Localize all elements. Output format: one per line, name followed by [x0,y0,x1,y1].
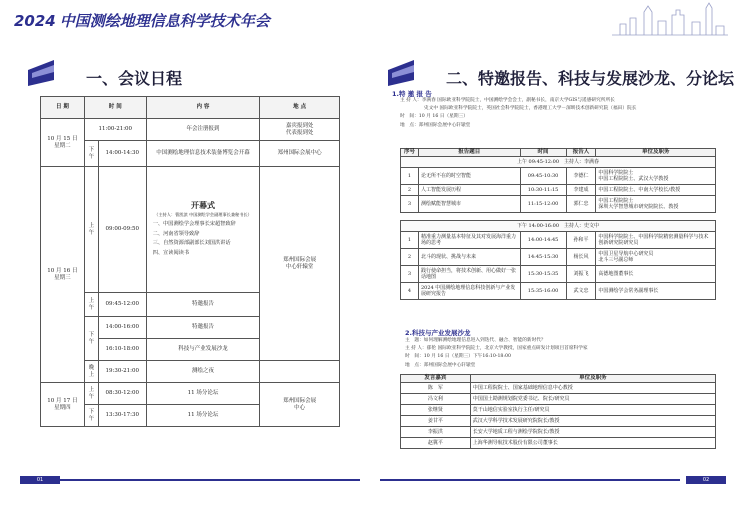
day2-cell [41,167,85,383]
header-bar [0,0,740,38]
slot3-time: 09:00-09:50 [98,167,146,293]
section-decoration-icon [28,60,54,86]
right-footer-line [380,479,680,481]
report-unit: 中国科学院院士 中国工程院院士、武汉大学教授 [596,167,716,184]
report-title: 践行使命担当，将技术创新、用心做好一张话地图 [418,265,520,282]
report-time: 10:30-11:15 [520,184,566,195]
conference-logo [14,10,270,31]
guest-unit: 上海华测导航技术股份有限公司董事长 [470,437,715,448]
report-speaker: 刘振飞 [566,265,596,282]
time-value: 10 月 16 日（星期三） [418,114,468,120]
schedule-table [40,96,340,427]
slot7-venue [260,361,340,383]
guest-name: 陈 军 [401,382,471,393]
report-title: 精准重力测量基本特征及其对发展海洋重力场的思考 [418,231,520,248]
day1-weekday: 星期二 [54,142,71,149]
opening-host: （主持人：曹凯滨 中国测绘学会副理事长兼秘书长） [154,211,252,217]
report-unit: 中国工程院院士、中南大学校长/教授 [596,184,716,195]
col-no: 序号 [401,149,419,157]
table-row [401,184,716,195]
day2-weekday: 星期三 [54,274,71,281]
salon-meta [405,337,588,370]
report-speaker: 李德仁 [566,167,596,184]
invited-reports-table [400,148,716,300]
slot4-content: 特邀报告 [146,293,260,317]
host-2: 史文中 国际欧亚科学院院士，英国社会科学院院士，香港理工大学－深圳技术创新研究院（福田）院长 [424,106,637,112]
guest-name: 姜甘平 [401,415,471,426]
table-row [401,393,716,404]
salon-host-value: 郁伦 国际欧亚科学院院士，北京大学教授，国家重点研发计划项目首席科学家 [426,346,588,352]
slot5-period: 下午 [84,317,98,361]
guest-unit: 武汉大学科学技术发展研究院院长/教授 [470,415,715,426]
salon-host-label: 主 持 人： [405,346,427,352]
day3-cell [41,383,85,427]
col-content: 内 容 [146,97,260,119]
report-title: 北斗的现状、挑战与未来 [418,248,520,265]
slot5-content: 特邀报告 [146,317,260,339]
invited-reports-meta [400,97,636,130]
slot4-period: 上午 [84,293,98,317]
day3-venue: 郑州国际会展 中心 [260,383,340,427]
header-year: 2024 [14,12,56,30]
slot2-venue: 郑州国际会展中心 [260,141,340,167]
day3-date: 10 月 17 日 [47,397,78,404]
report-speaker: 杨长风 [566,248,596,265]
opening-title: 开幕式 [190,199,215,210]
report-unit: 中国工程院院士 深圳大学智慧城市研究院院长、教授 [596,195,716,212]
slot6-content: 科技与产业发展沙龙 [146,339,260,361]
slot8-period: 上午 [84,383,98,405]
slot8-content: 11 场分论坛 [146,383,260,405]
table-row [401,248,716,265]
slot2-period: 下午 [84,141,98,167]
report-time: 14:00-14:45 [520,231,566,248]
table-row [401,437,716,448]
report-title: 论无所不在的时空智能 [418,167,520,184]
guest-unit: 中国工程院院士、国家基础地理信息中心教授 [470,382,715,393]
guest-name: 赵冀平 [401,437,471,448]
report-unit: 高德地图董事长 [596,265,716,282]
report-speaker: 孙和平 [566,231,596,248]
opening-item: 二、河南省领导致辞 [152,230,200,237]
time-row [400,113,636,121]
report-no: 1 [401,167,419,184]
guest-name: 李振洪 [401,426,471,437]
host-row [400,97,636,105]
slot8-time: 08:30-12:00 [98,383,146,405]
report-time: 09:45-10:30 [520,167,566,184]
day1-cell [41,119,85,167]
report-no: 4 [401,282,419,299]
guest-name: 张继贤 [401,404,471,415]
report-unit: 中国卫星导航中心研究员 北斗三号副总师 [596,248,716,265]
slot2-content: 中国测绘地理信息技术装备博览会开幕 [146,141,260,167]
report-time: 11:15-12:00 [520,195,566,212]
guest-unit: 莫干山地信实验室执行主任/研究员 [470,404,715,415]
report-no: 2 [401,184,419,195]
slot9-period: 下午 [84,405,98,427]
opening-ceremony [146,167,260,293]
time-label: 时 间： [400,114,419,120]
opening-item: 一、中国测绘学会理事长宋超智致辞 [152,221,236,228]
place-row [400,122,636,130]
slot7-content: 测绘之夜 [146,361,260,383]
col-guest: 发言嘉宾 [401,375,471,383]
opening-item: 三、自然资源部副部长刘国洪讲话 [152,240,231,247]
guest-name: 冯文利 [401,393,471,404]
day2-date: 10 月 16 日 [47,267,78,274]
salon-host-row [405,345,588,353]
report-time: 15:35-16:00 [520,282,566,299]
table-row [401,265,716,282]
city-skyline-icon [610,2,730,36]
report-title: 2024 中国测绘地理信息科技创新与产业发展研究报告 [418,282,520,299]
place-value: 郑州国际会展中心轩辕堂 [418,122,471,128]
report-title: 测绘赋能智慧城市 [418,195,520,212]
table-row [401,426,716,437]
col-guest-unit: 单位及职务 [470,375,715,383]
salon-heading: 2.科技与产业发展沙龙 [405,329,471,337]
guest-unit: 长安大学地质工程与测绘学院院长/教授 [470,426,715,437]
morning-session: 上午 09:45-12:00 主持人：李满春 [401,156,716,167]
table-row [401,195,716,212]
header-title: 中国测绘地理信息科学技术年会 [59,12,270,30]
report-no: 3 [401,195,419,212]
slot1-time: 11:00-21:00 [84,119,146,141]
table-row [401,382,716,393]
topic-value: 如何理解测绘地理信息进入到迭代、融合、智能的新时代？ [423,338,546,343]
salon-table [400,374,716,449]
table-row [401,231,716,248]
day1-date: 10 月 15 日 [47,135,78,142]
col-title: 报告题目 [418,149,520,157]
afternoon-session: 下午 14:00-16:00 主持人：史文中 [401,220,716,231]
salon-time-value: 10 月 16 日（星期三）下午16:10-18:00 [423,354,511,360]
place-label: 地 点： [400,122,419,128]
salon-time-label: 时 间： [405,354,424,360]
col-speaker: 报告人 [566,149,596,157]
table-row [401,415,716,426]
slot3-period: 上午 [84,167,98,293]
left-page-number: 01 [20,476,60,484]
slot1-content: 年会注册报到 [146,119,260,141]
report-unit: 中国测绘学会常务副理事长 [596,282,716,299]
report-time: 15:30-15:35 [520,265,566,282]
topic-label: 主 题： [405,338,424,343]
report-no: 3 [401,265,419,282]
slot1-venue: 嘉宾报到处 代表报到处 [260,119,340,141]
right-page-number: 02 [686,476,726,484]
left-footer-line [60,479,360,481]
report-speaker: 李建成 [566,184,596,195]
report-unit: 中国科学院院士、中国科学院精密测量科学与技术创新研究院研究员 [596,231,716,248]
report-no: 1 [401,231,419,248]
guest-unit: 中国国土勘测规划院党委书记、院长/研究员 [470,393,715,404]
report-title: 人工智能发展历程 [418,184,520,195]
slot7-period: 晚上 [84,361,98,383]
section-decoration-icon [388,60,414,86]
host-label: 主 持 人： [400,98,422,103]
slot4-time: 09:45-12:00 [98,293,146,317]
host-1: 李满春 国际欧亚科学院院士，中国测绘学会会士，副秘书长，南京大学GIS与遥感研究所所长 [421,98,615,103]
day2-venue: 郑州国际会展 中心轩辕堂 [260,167,340,361]
table-row [401,282,716,299]
table-row [401,404,716,415]
col-unit: 单位及职务 [596,149,716,157]
salon-place-label: 地 点： [405,362,424,368]
slot2-time: 14:00-14:30 [98,141,146,167]
col-date: 日 期 [41,97,85,119]
salon-time-row [405,353,588,361]
table-spacer [401,212,716,220]
report-speaker: 武文忠 [566,282,596,299]
col-time: 时间 [520,149,566,157]
table-row [401,167,716,184]
right-section-title: 二、特邀报告、科技与发展沙龙、分论坛 [446,69,735,88]
col-time: 时 间 [84,97,146,119]
col-venue: 地 点 [260,97,340,119]
opening-item: 四、宣读阅读书 [152,249,190,256]
invited-reports-heading: 1.特 邀 报 告 [392,90,432,98]
slot5-time: 14:00-16:00 [98,317,146,339]
topic-row [405,337,588,345]
slot6-time: 16:10-18:00 [98,339,146,361]
slot9-content: 11 场分论坛 [146,405,260,427]
report-no: 2 [401,248,419,265]
left-section-title: 一、会议日程 [86,69,183,88]
salon-place-value: 郑州国际会展中心轩辕堂 [423,362,476,368]
report-time: 14:45-15:30 [520,248,566,265]
slot7-time: 19:30-21:00 [98,361,146,383]
slot9-time: 13:30-17:30 [98,405,146,427]
report-speaker: 郭仁忠 [566,195,596,212]
day3-weekday: 星期四 [54,404,71,411]
salon-place-row [405,362,588,370]
